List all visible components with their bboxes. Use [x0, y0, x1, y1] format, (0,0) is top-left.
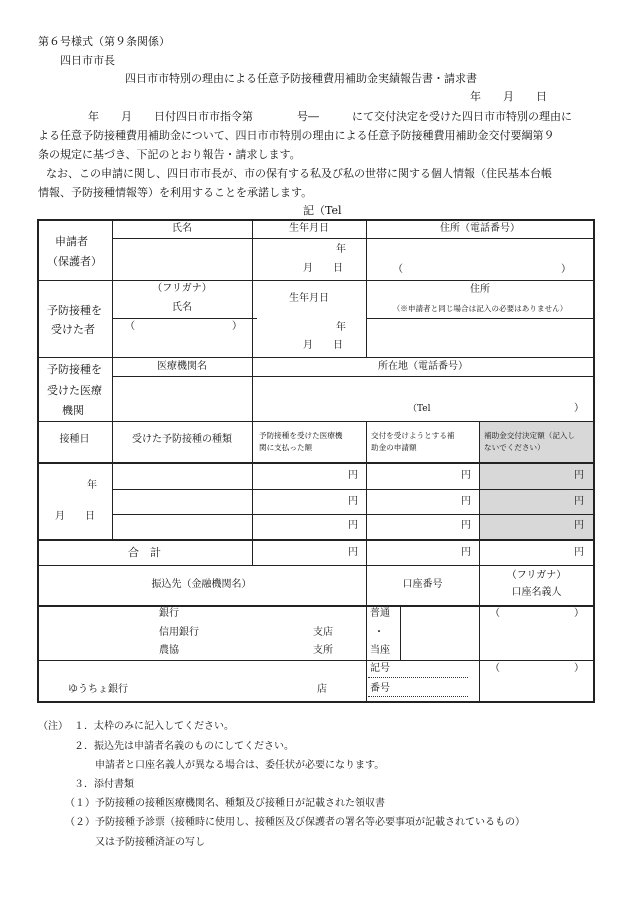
applicant-monthday: 月 日	[303, 263, 343, 274]
col-decided-line1: 補助金交付決定額（記入し	[484, 431, 576, 440]
yucho-holder-paren-close: ）	[574, 663, 584, 674]
note-2: ２．振込先は申請者名義のものにしてください。	[74, 741, 294, 752]
yen-unit: 円	[461, 470, 471, 481]
col-vaccine-type: 受けた予防接種の種類	[132, 434, 232, 445]
yen-unit: 円	[348, 520, 358, 531]
body-line-2: よる任意予防接種費用補助金について、四日市市特別の理由による任意予防接種費用補助金交付要綱第９	[38, 129, 555, 142]
rule	[252, 421, 253, 565]
note-1: １．太枠のみに記入してください。	[74, 721, 234, 732]
total-label: 合 計	[128, 546, 161, 559]
rule	[37, 462, 594, 464]
bank-type-bank: 銀行	[159, 608, 179, 619]
recipient-address-label: 住所	[470, 284, 490, 295]
col-paid-line2: 関に支払った額	[259, 443, 313, 452]
addressee: 四日市市長	[60, 54, 115, 67]
table-left-border	[37, 219, 39, 703]
rule	[37, 605, 594, 607]
applicant-paren-open: （	[393, 264, 403, 275]
institution-label: 予防接種を	[47, 363, 102, 376]
rule	[400, 606, 401, 660]
institution-col-address: 所在地（電話番号）	[378, 361, 468, 372]
institution-sublabel: 受けた医療	[47, 384, 102, 397]
yucho-bango: 番号	[370, 683, 390, 694]
table-top-border	[37, 219, 594, 221]
col-paid-line1: 予防接種を受けた医療機	[259, 431, 343, 440]
rule	[366, 318, 594, 319]
account-type-toza: 当座	[370, 645, 390, 656]
rule	[366, 421, 367, 565]
branch-shiten: 支店	[313, 627, 333, 638]
yen-unit: 円	[461, 496, 471, 507]
applicant-paren-close: ）	[561, 264, 571, 275]
recipient-monthday: 月 日	[303, 340, 343, 351]
recipient-address-note: （※申請者と同じ場合は記入の必要はありません）	[392, 304, 568, 313]
vaccination-year: 年	[87, 480, 97, 491]
rule	[37, 280, 594, 281]
institution-col-name: 医療機関名	[157, 361, 207, 372]
recipient-label: 予防接種を	[47, 304, 102, 317]
rule	[112, 376, 594, 377]
rule	[479, 565, 480, 701]
note-3c: 又は予防接種済証の写し	[95, 837, 205, 848]
total-yen-decided: 円	[574, 547, 584, 558]
col-request-line1: 交付を受けようとする補	[371, 431, 455, 440]
rule	[112, 489, 594, 490]
yen-unit: 円	[574, 520, 584, 531]
note-3a: （１）予防接種の接種医療機関名、種類及び接種日が記載された領収書	[65, 798, 385, 809]
form-number: 第６号様式（第９条関係）	[38, 35, 170, 48]
recipient-furigana: （フリガナ）	[152, 283, 212, 294]
applicant-label: 申請者	[55, 235, 88, 248]
yucho-holder-paren-open: （	[490, 663, 500, 674]
consent-line-2: 情報、予防接種情報等）を利用することを承諾します。	[38, 186, 313, 199]
rule	[37, 539, 594, 541]
yucho-kigo: 記号	[370, 663, 390, 674]
total-yen-paid: 円	[348, 547, 358, 558]
date-line: 年 月 日	[470, 90, 547, 103]
holder-paren-close: ）	[574, 608, 584, 619]
account-type-futsu: 普通	[370, 608, 390, 619]
note-3: ３．添付書類	[74, 779, 134, 790]
recipient-year: 年	[336, 322, 346, 333]
body-line-1: 年 月 日付四日市市指令第 号― にて交付決定を受けた四日市市特別の理由に	[88, 110, 572, 123]
vaccination-monthday: 月 日	[55, 511, 95, 522]
bank-type-shinkin: 信用銀行	[159, 627, 199, 638]
rule	[112, 238, 594, 239]
institution-sublabel-2: 機関	[62, 404, 84, 417]
total-yen-request: 円	[461, 547, 471, 558]
col-vaccination-date: 接種日	[59, 434, 90, 445]
branch-shisho: 支所	[313, 645, 333, 656]
col-dob: 生年月日	[289, 223, 329, 234]
notes-mark: （注）	[38, 721, 68, 732]
rule	[37, 421, 594, 422]
recipient-paren-close: ）	[232, 321, 242, 332]
rule	[37, 565, 594, 566]
yen-unit: 円	[574, 496, 584, 507]
rule	[112, 318, 257, 319]
kigo-dotted-line	[368, 677, 468, 678]
applicant-name-field[interactable]	[112, 240, 252, 280]
col-name: 氏名	[172, 223, 192, 234]
rule	[112, 514, 594, 515]
table-bottom-border	[37, 701, 594, 703]
bango-dotted-line	[368, 696, 468, 697]
yucho-bank: ゆうちょ銀行	[68, 684, 128, 695]
institution-paren-close: ）	[574, 403, 584, 414]
rule	[37, 660, 594, 661]
ki-label: 記（Tel	[303, 204, 342, 217]
col-decided-line2: ないでください）	[484, 443, 545, 452]
rule	[479, 421, 480, 565]
recipient-dob-label: 生年月日	[289, 293, 329, 304]
recipient-name-label: 氏名	[172, 302, 192, 313]
recipient-paren-open: （	[125, 321, 135, 332]
rule	[252, 219, 253, 357]
note-2b: 申請者と口座名義人が異なる場合は、委任状が必要になります。	[95, 760, 385, 771]
col-request-line2: 助金の申請額	[371, 443, 417, 452]
yen-unit: 円	[574, 470, 584, 481]
yen-unit: 円	[461, 520, 471, 531]
yen-unit: 円	[348, 496, 358, 507]
yen-unit: 円	[348, 470, 358, 481]
rule	[37, 357, 594, 358]
yucho-store: 店	[317, 684, 327, 695]
consent-line-1: なお、この申請に関し、四日市市長が、市の保有する私及び私の世帯に関する個人情報（住民基本台帳	[46, 167, 552, 180]
page-title: 四日市市特別の理由による任意予防接種費用補助金実績報告書・請求書	[125, 72, 477, 85]
account-type-separator: ・	[374, 627, 384, 638]
bank-type-nokyo: 農協	[159, 645, 179, 656]
account-number-label: 口座番号	[402, 579, 443, 590]
body-line-3: 条の規定に基づき、下記のとおり報告・請求します。	[38, 148, 301, 161]
decided-header-shade	[479, 422, 593, 462]
bank-destination-label: 振込先（金融機関名）	[151, 579, 252, 590]
institution-tel: （Tel	[408, 404, 431, 414]
note-3b: （２）予防接種予診票（接種時に使用し、接種医及び保護者の署名等必要事項が記載されているもの）	[65, 817, 525, 828]
applicant-sublabel: （保護者）	[47, 255, 102, 268]
col-address: 住所（電話番号）	[440, 223, 520, 234]
holder-paren-open: （	[490, 608, 500, 619]
recipient-sublabel: 受けた者	[51, 323, 95, 336]
account-holder-furigana-label: （フリガナ）	[506, 570, 567, 581]
applicant-year: 年	[336, 244, 346, 255]
account-holder-label: 口座名義人	[511, 587, 562, 598]
